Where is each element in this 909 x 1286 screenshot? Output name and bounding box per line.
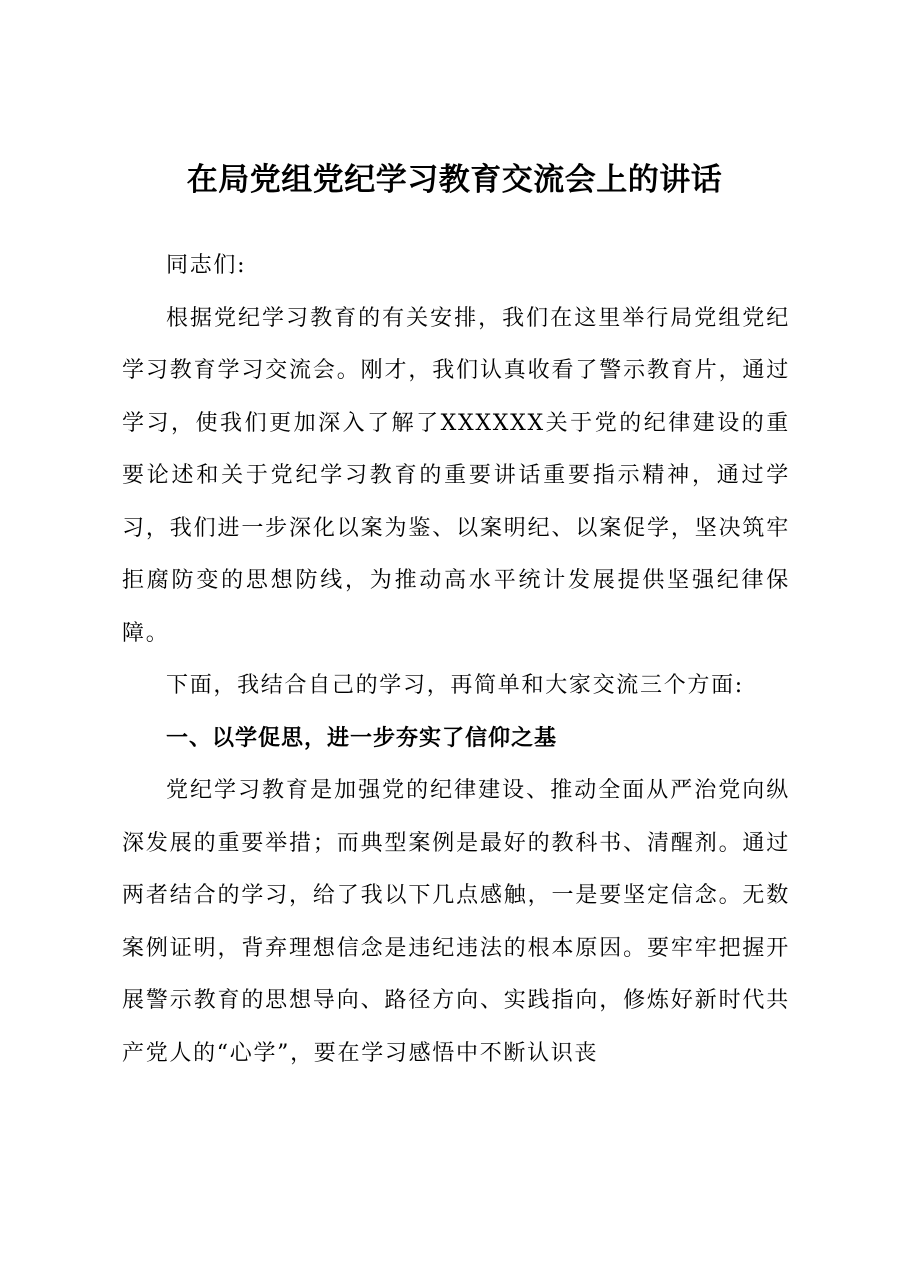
section-paragraph: 党纪学习教育是加强党的纪律建设、推动全面从严治党向纵深发展的重要举措；而典型案例是最好的教科书、清醒剂。通过两者结合的学习，给了我以下几点感触，一是要坚定信念。无数案例证明，背弃理想信念是违纪违法的根本原因。要牢牢把握开展警示教育的思想导向、路径方向、实践指向，修炼好新时代共产党人的“心学”，要在学习感悟中不断认识丧	[122, 778, 790, 1066]
paragraph-transition: 下面，我结合自己的学习，再简单和大家交流三个方面:	[166, 673, 744, 698]
greeting: 同志们:	[166, 253, 247, 278]
document-title: 在局党组党纪学习教育交流会上的讲话	[186, 162, 723, 198]
paragraph-intro: 根据党纪学习教育的有关安排，我们在这里举行局党组党纪学习教育学习交流会。刚才，我们认真收看了警示教育片，通过学习，使我们更加深入了解了XXXXXX关于党的纪律建设的重要论述和关于党纪学习教育的重要讲话重要指示精神，通过学习，我们进一步深化以案为鉴、以案明纪、以案促学，坚决筑牢拒腐防变的思想防线，为推动高水平统计发展提供坚强纪律保障。	[122, 305, 790, 646]
document-body	[122, 240, 790, 1080]
section-heading: 一、以学促思，进一步夯实了信仰之基	[166, 725, 558, 751]
